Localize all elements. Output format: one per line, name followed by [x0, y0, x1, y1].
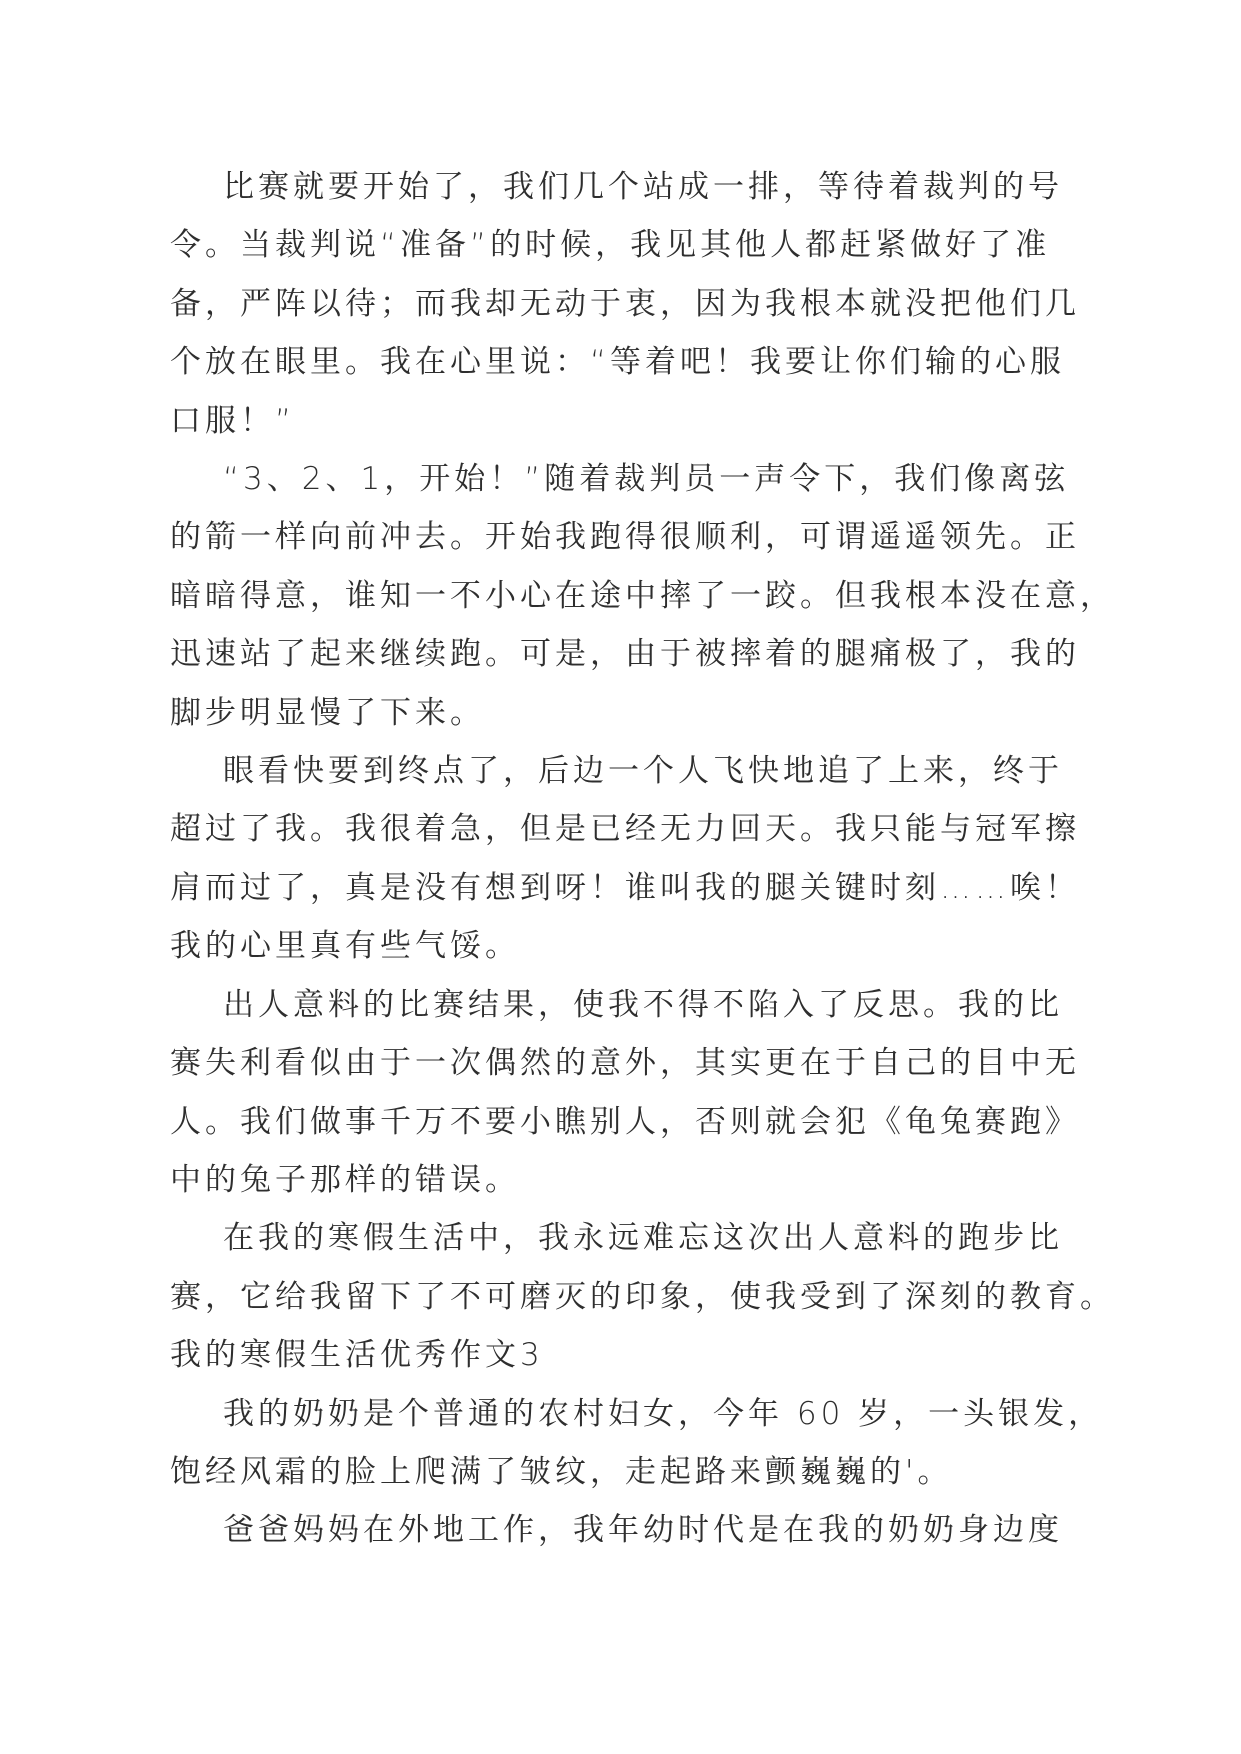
text-line: 个放在眼里。我在心里说：“等着吧！我要让你们输的心服 [170, 344, 1066, 381]
text-line: 暗暗得意，谁知一不小心在途中摔了一跤。但我根本没在意， [170, 577, 1115, 614]
text-line: 口服！” [170, 402, 296, 439]
text-line: 爸爸妈妈在外地工作，我年幼时代是在我的奶奶身边度 [223, 1512, 1063, 1549]
section-heading: 我的寒假生活优秀作文3 [170, 1337, 544, 1374]
text-line: “3、2、1，开始！”随着裁判员一声令下，我们像离弦 [223, 461, 1070, 498]
text-line: 超过了我。我很着急，但是已经无力回天。我只能与冠军擦 [170, 811, 1080, 848]
text-line: 眼看快要到终点了，后边一个人飞快地追了上来，终于 [223, 753, 1063, 790]
text-line: 脚步明显慢了下来。 [170, 694, 485, 731]
text-line: 令。当裁判说“准备”的时候，我见其他人都赶紧做好了准 [170, 227, 1051, 264]
text-line: 比赛就要开始了，我们几个站成一排，等待着裁判的号 [223, 169, 1063, 205]
text-line: 出人意料的比赛结果，使我不得不陷入了反思。我的比 [223, 986, 1063, 1023]
text-line: 在我的寒假生活中，我永远难忘这次出人意料的跑步比 [223, 1220, 1063, 1257]
text-line: 备，严阵以待；而我却无动于衷，因为我根本就没把他们几 [170, 285, 1080, 322]
document-body [170, 158, 1115, 1560]
text-line: 饱经风霜的脸上爬满了皱纹，走起路来颤巍巍的'。 [170, 1453, 953, 1490]
text-line: 迅速站了起来继续跑。可是，由于被摔着的腿痛极了，我的 [170, 636, 1080, 673]
text-line: 肩而过了，真是没有想到呀！谁叫我的腿关键时刻……唉！ [170, 869, 1080, 906]
text-line: 人。我们做事千万不要小瞧别人，否则就会犯《龟兔赛跑》 [170, 1103, 1080, 1140]
text-line: 中的兔子那样的错误。 [170, 1161, 520, 1198]
text-line: 我的奶奶是个普通的农村妇女，今年 60 岁，一头银发， [223, 1395, 1104, 1432]
text-line: 的箭一样向前冲去。开始我跑得很顺利，可谓遥遥领先。正 [170, 519, 1080, 556]
text-line: 赛，它给我留下了不可磨灭的印象，使我受到了深刻的教育。 [170, 1278, 1115, 1315]
text-line: 赛失利看似由于一次偶然的意外，其实更在于自己的目中无 [170, 1045, 1080, 1082]
text-line: 我的心里真有些气馁。 [170, 928, 520, 965]
